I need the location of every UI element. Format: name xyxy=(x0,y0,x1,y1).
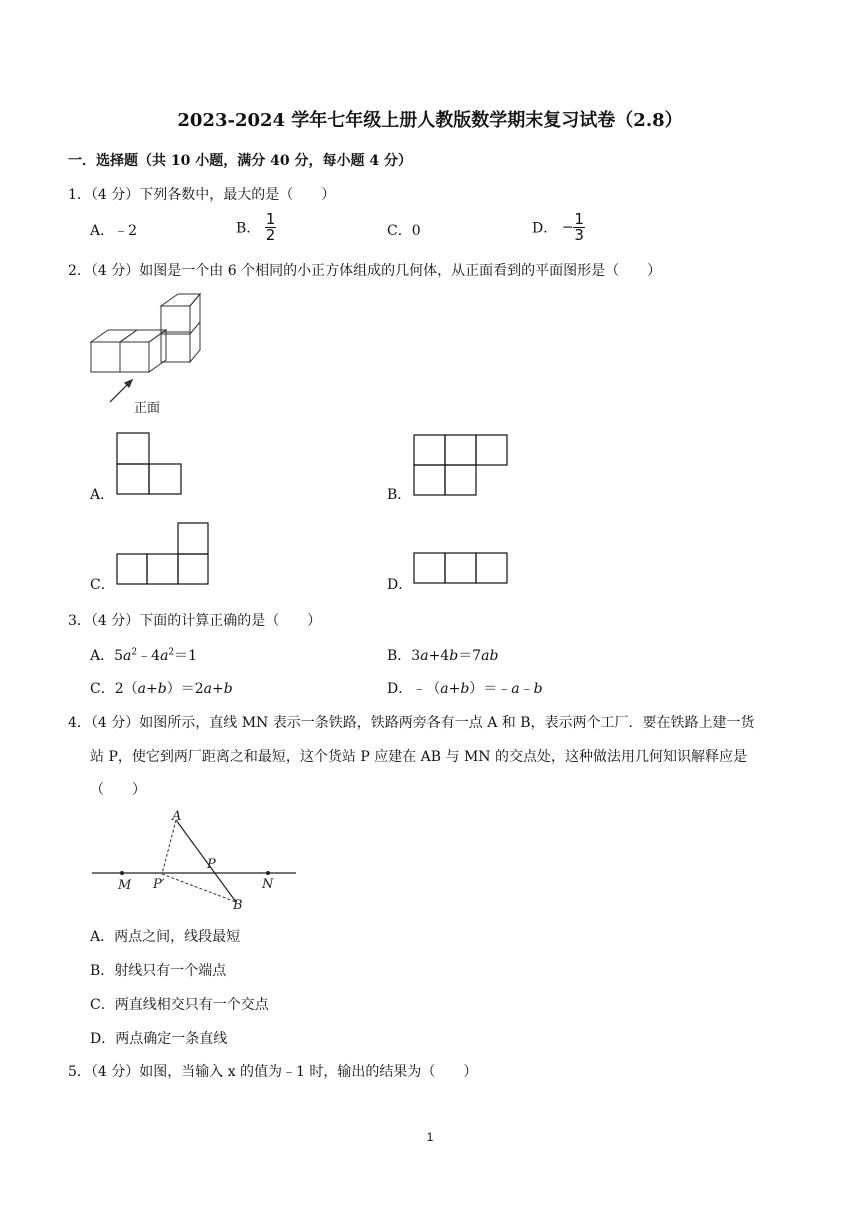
q3-stem: 3．（4 分）下面的计算正确的是（ ） xyxy=(68,613,322,629)
label-p: P xyxy=(207,857,216,872)
q4-option-c[interactable]: C．两直线相交只有一个交点 xyxy=(90,997,269,1013)
q4-stem-line1: 4．（4 分）如图所示，直线 MN 表示一条铁路，铁路两旁各有一点 A 和 B，表示两个工厂．要在铁路上建一货 xyxy=(68,715,755,731)
fraction: $\frac{1}{3}$ xyxy=(574,210,584,244)
q2-option-a-label[interactable]: A． xyxy=(90,487,115,503)
q4-geometry-figure xyxy=(90,808,300,918)
front-label: 正面 xyxy=(134,401,161,416)
fraction: $\frac{1}{2}$ xyxy=(265,210,276,244)
q4-stem-line3: （ ） xyxy=(90,782,146,798)
q1-option-d[interactable]: D． − $\frac{1}{3}$ xyxy=(532,210,584,244)
q2-option-d-figure[interactable] xyxy=(413,552,509,586)
q2-option-b-figure[interactable] xyxy=(413,434,509,498)
q4-option-a[interactable]: A．两点之间，线段最短 xyxy=(90,929,241,945)
section-heading: 一．选择题（共 10 小题，满分 40 分，每小题 4 分） xyxy=(68,153,412,169)
q3-option-d[interactable]: D．﹣（a+b）＝﹣a﹣b xyxy=(387,681,543,697)
q3-option-a[interactable]: A．$5a^2﹣4a^2=1$ xyxy=(90,647,198,664)
q2-option-a-figure[interactable] xyxy=(116,432,184,496)
q2-option-c-label[interactable]: C． xyxy=(90,577,115,593)
q4-option-b[interactable]: B．射线只有一个端点 xyxy=(90,963,227,979)
q1-option-c[interactable]: C．0 xyxy=(387,223,421,239)
q4-option-d[interactable]: D．两点确定一条直线 xyxy=(90,1031,228,1047)
q2-option-c-figure[interactable] xyxy=(116,522,212,586)
q2-solid-figure xyxy=(88,292,218,417)
q4-stem-line2: 站 P，使它到两厂距离之和最短，这个货站 P 应建在 AB 与 MN 的交点处，这种做法用几何知识解释应是 xyxy=(90,749,747,765)
q2-option-d-label[interactable]: D． xyxy=(387,577,413,593)
q5-stem: 5．（4 分）如图，当输入 x 的值为﹣1 时，输出的结果为（ ） xyxy=(68,1064,478,1080)
page-number: 1 xyxy=(426,1130,434,1144)
label-b: B xyxy=(233,898,243,913)
q1-option-a[interactable]: A．﹣2 xyxy=(90,223,138,239)
label-m: M xyxy=(118,878,132,893)
page-title: 2023-2024 学年七年级上册人教版数学期末复习试卷（2.8） xyxy=(177,110,683,131)
label-a: A xyxy=(172,809,182,824)
q2-option-b-label[interactable]: B． xyxy=(387,487,412,503)
q3-option-b[interactable]: B．3a+4b＝7ab xyxy=(387,648,499,664)
q3-option-c[interactable]: C．2（a+b）＝2a+b xyxy=(90,681,233,697)
q1-stem: 1．（4 分）下列各数中，最大的是（ ） xyxy=(68,187,336,203)
q1-option-b[interactable]: B． $\frac{1}{2}$ xyxy=(236,210,276,244)
label-p-prime: P′ xyxy=(153,877,165,892)
q2-stem: 2．（4 分）如图是一个由 6 个相同的小正方体组成的几何体，从正面看到的平面图形是（ ） xyxy=(68,263,662,279)
label-n: N xyxy=(262,877,274,892)
